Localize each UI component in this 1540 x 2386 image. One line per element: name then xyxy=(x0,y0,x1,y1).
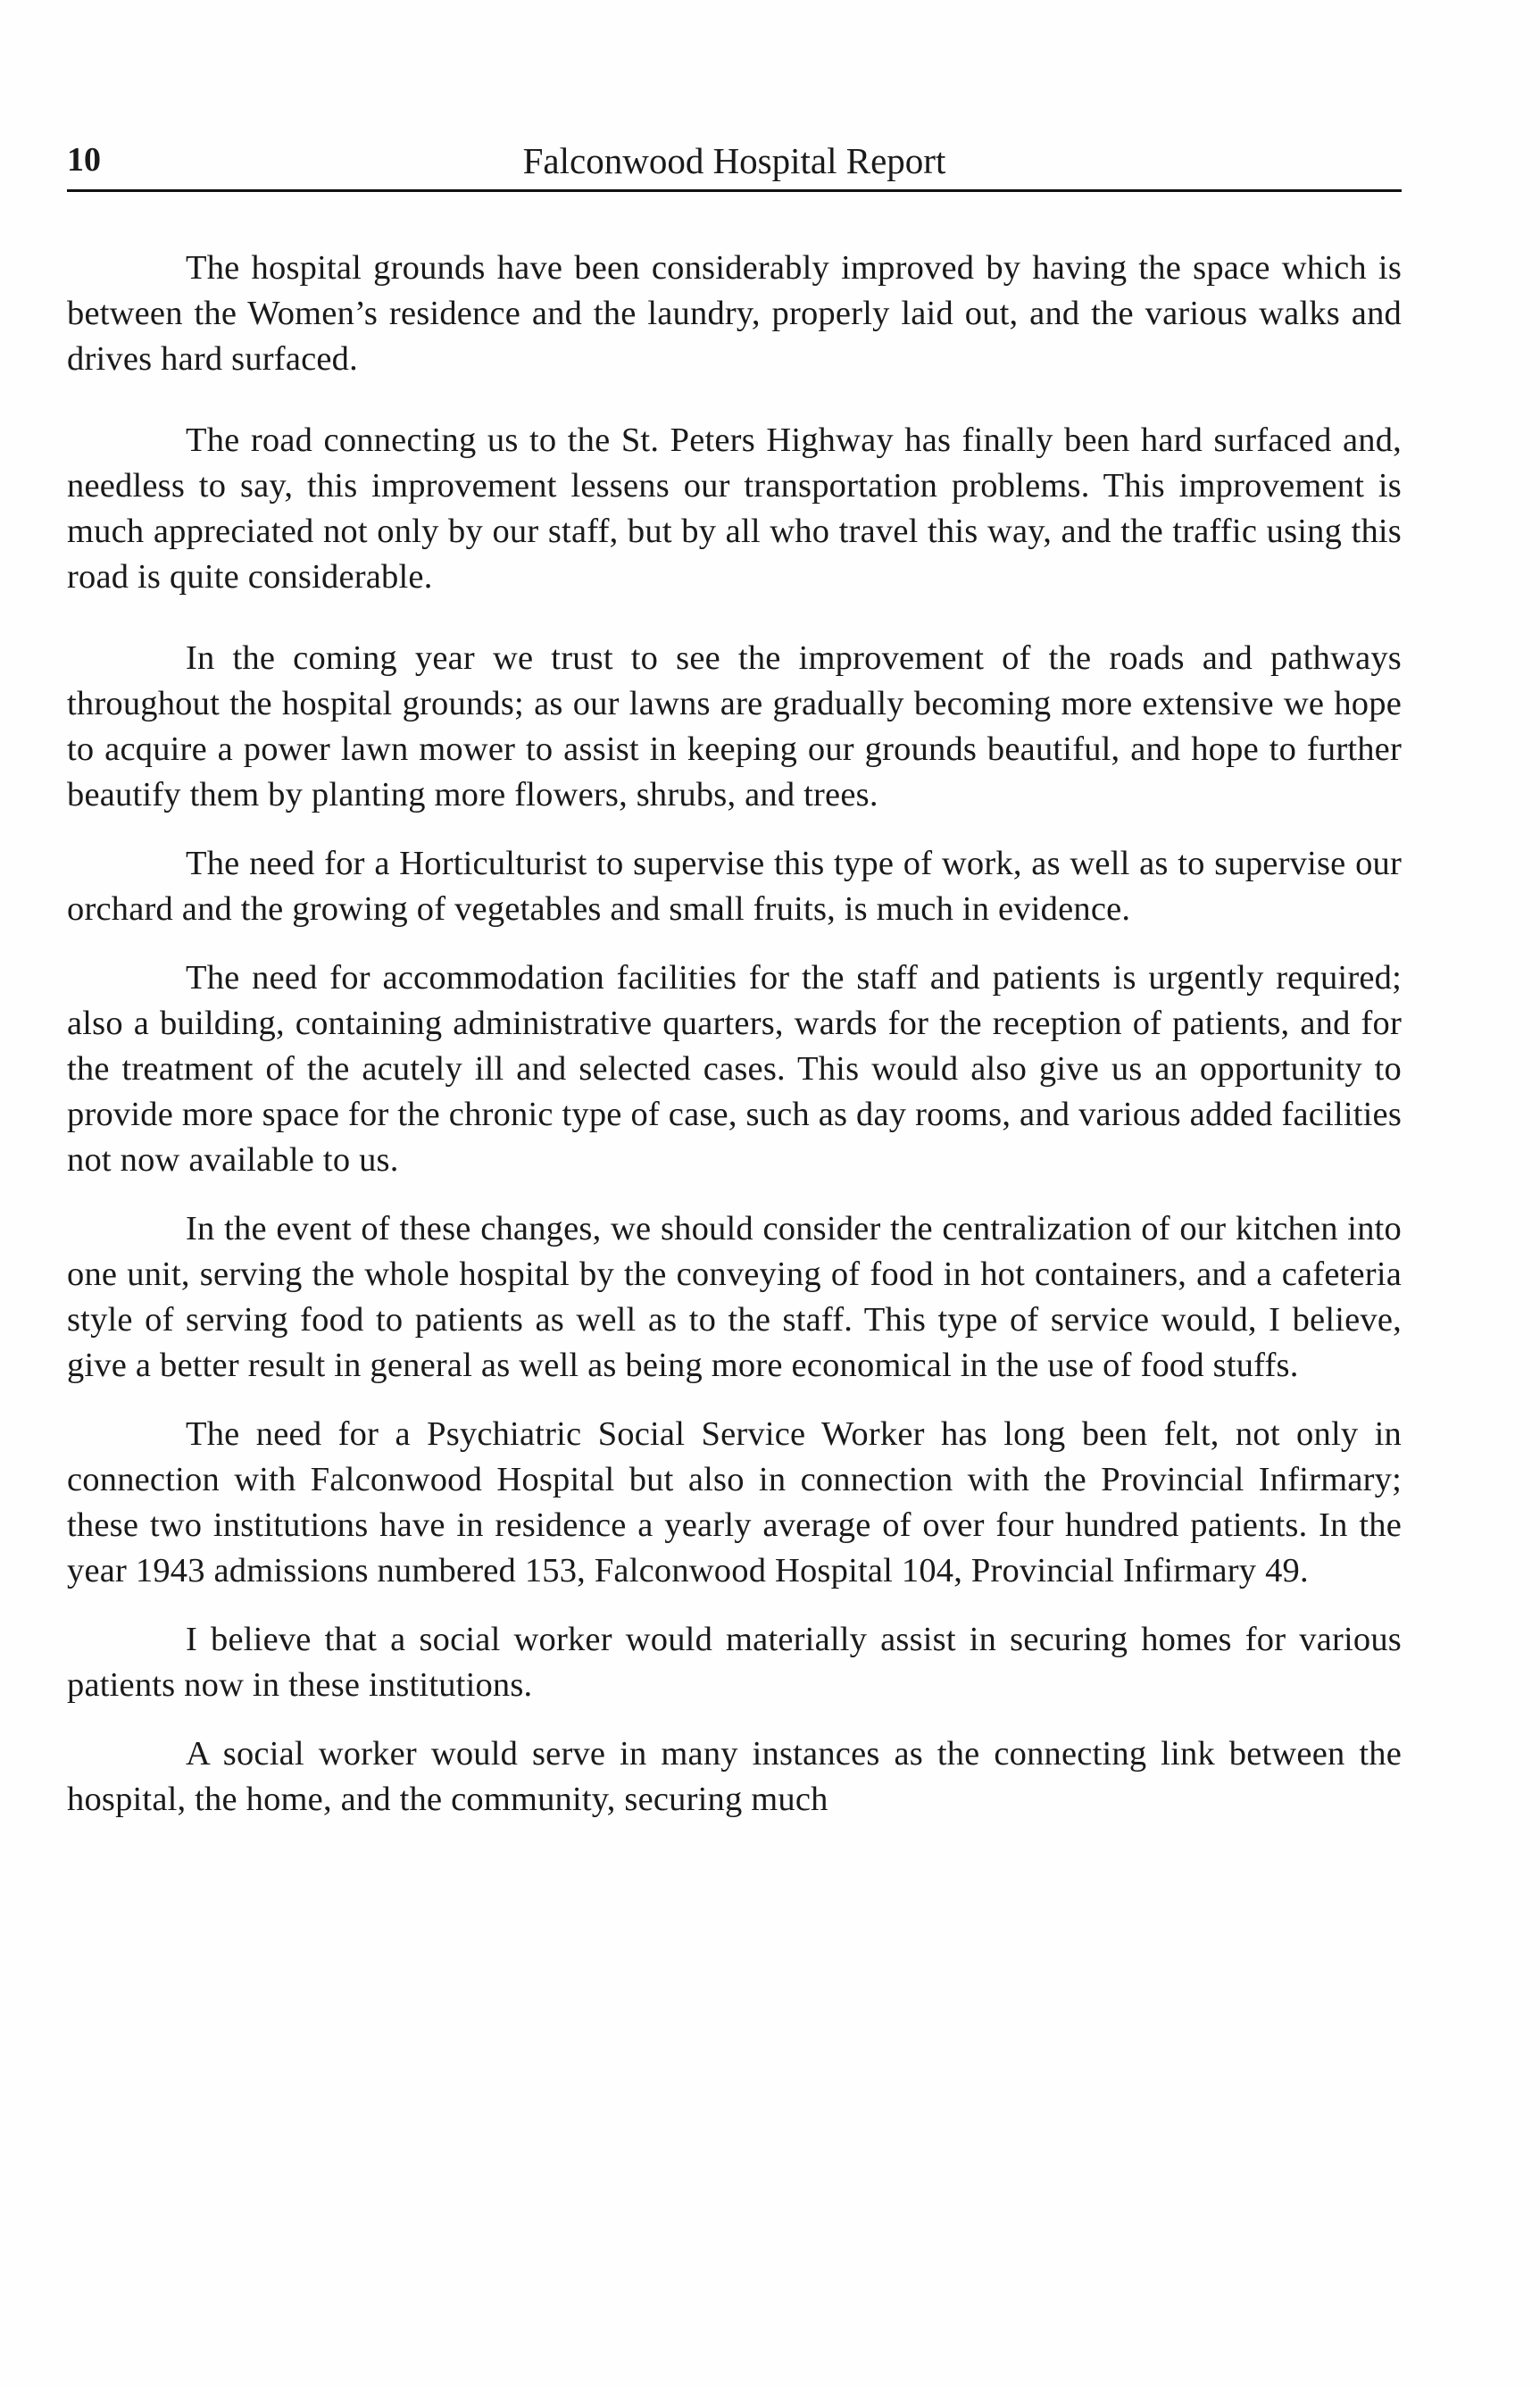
paragraph-social-worker: The need for a Psychiatric Social Service Worker has long been felt, not only in connection with Falconwood Hospital but also in connection with the Provincial Infirmary; these two institutions have in residence a yearly average of over four hundred patients. In the year 1943 admissions numbered 153, Falconwood Hospital 104, Provincial Infirmary 49. xyxy=(67,1415,1402,1589)
running-title: Falconwood Hospital Report xyxy=(522,140,946,181)
paragraph-homes: I believe that a social worker would materially assist in securing homes for various patients now in these institutions. xyxy=(67,1621,1402,1704)
running-header xyxy=(67,134,1402,192)
paragraph-road: The road connecting us to the St. Peters Highway has finally been hard surfaced and, needless to say, this improvement lessens our transportation problems. This improvement is much appreciated not only by our staff, but by all who travel this way, and the traffic using this road is quite considerable. xyxy=(67,421,1402,596)
paragraph-accommodation: The need for accommodation facilities for the staff and patients is urgently required; also a building, containing administrative quarters, wards for the reception of patients, and for the treatment of the acutely ill and selected cases. This would also give us an opportunity to provide more space for the chronic type of case, such as day rooms, and various added facilities not now available to us. xyxy=(67,959,1402,1179)
paragraph-horticulturist: The need for a Horticulturist to supervise this type of work, as well as to supervise our orchard and the growing of vegetables and small fruits, is much in evidence. xyxy=(67,845,1402,928)
paragraph-grounds: The hospital grounds have been considerably improved by having the space which is between the Women’s residence and the laundry, properly laid out, and the various walks and drives hard surfaced. xyxy=(67,249,1402,378)
paragraph-connecting-link: A social worker would serve in many instances as the connecting link between the hospital, the home, and the community, securing much xyxy=(67,1735,1402,1818)
paragraph-kitchen: In the event of these changes, we should consider the centralization of our kitchen into one unit, serving the whole hospital by the conveying of food in hot containers, and a cafeteria style of serving food to patients as well as to the staff. This type of service would, I believe, give a better result in general as well as being more economical in the use of food stuffs. xyxy=(67,1210,1402,1384)
body-text xyxy=(67,246,1402,1846)
page-number: 10 xyxy=(67,141,101,179)
paragraph-coming-year: In the coming year we trust to see the improvement of the roads and pathways throughout the hospital grounds; as our lawns are gradually becoming more extensive we hope to acquire a power lawn mower to assist in keeping our grounds beautiful, and hope to further beautify them by planting more flowers, shrubs, and trees. xyxy=(67,639,1402,813)
